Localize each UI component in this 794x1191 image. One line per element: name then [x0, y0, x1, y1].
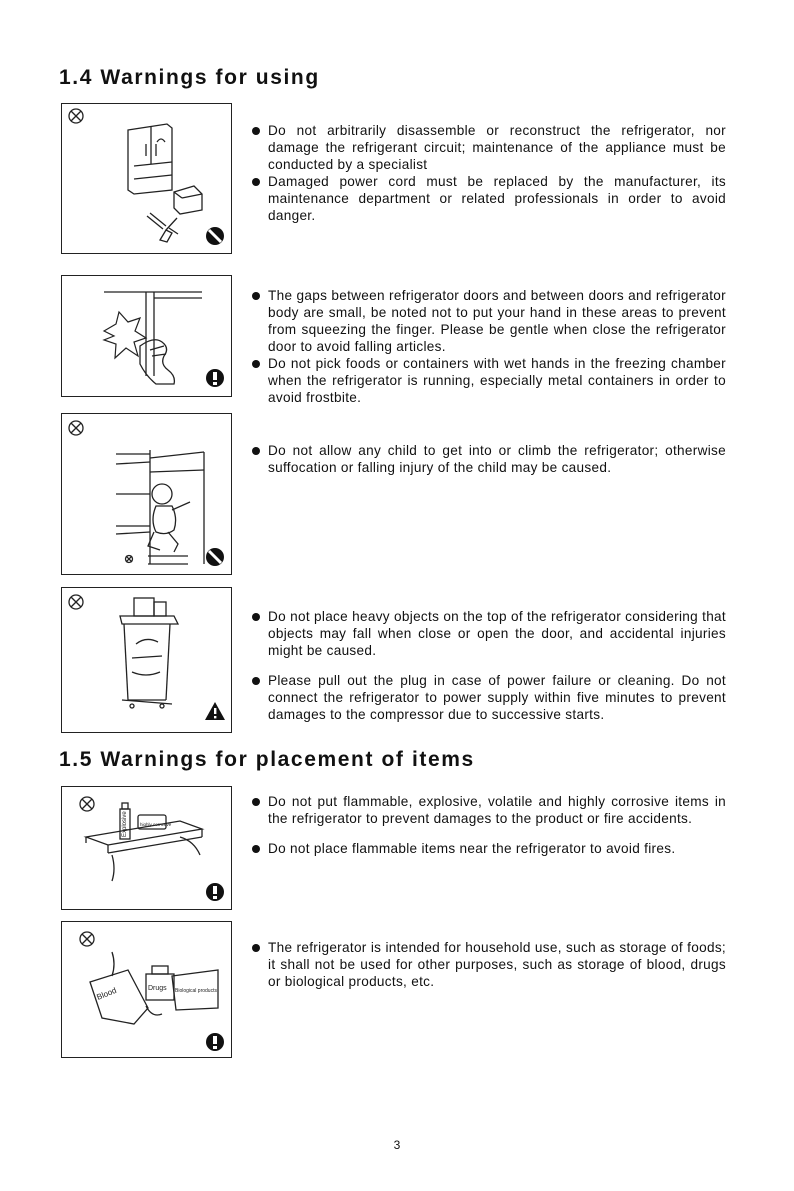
warning-list-6: [250, 939, 726, 990]
illustration-child-climbing: [61, 413, 232, 575]
mandatory-icon: [206, 369, 224, 387]
warning-list-5: [250, 793, 726, 857]
svg-text:Biological products: Biological products: [175, 988, 217, 994]
list-item: Do not pick foods or containers with wet hands in the freezing chamber when the refrigerator is running, especially metal containers in order to avoid frostbite.: [250, 355, 726, 406]
section-heading-1-4: 1.4 Warnings for using: [59, 66, 320, 89]
list-item: The refrigerator is intended for household use, such as storage of foods; it shall not be used for other purposes, such as storage of blood, drugs or biological products, etc.: [250, 939, 726, 990]
warning-list-3: [250, 442, 726, 476]
illustration-disassembly: [61, 103, 232, 254]
door-gap-drawing: [104, 292, 202, 384]
warning-list-4: [250, 608, 726, 723]
child-in-fridge-drawing: [116, 450, 204, 564]
svg-text:Blood: Blood: [95, 985, 118, 1002]
svg-text:Drugs: Drugs: [148, 985, 167, 992]
illustration-household-use: [61, 921, 232, 1058]
list-item: The gaps between refrigerator doors and between doors and refrigerator body are small, be noted not to put your hand in these areas to prevent from squeezing the finger. Please be gentle when close the refrigerator door to avoid falling articles.: [250, 287, 726, 355]
crossed-circle-icon: [69, 109, 83, 123]
warning-triangle-icon: [205, 702, 225, 720]
list-item: Do not place heavy objects on the top of the refrigerator considering that objects may fall when close or open the door, and accidental injuries might be caused.: [250, 608, 726, 659]
list-item: Please pull out the plug in case of power failure or cleaning. Do not connect the refrigerator to power supply within five minutes to prevent damages to the compressor due to successive starts.: [250, 672, 726, 723]
prohibition-icon: [206, 548, 224, 566]
warning-list-1: [250, 122, 726, 224]
illustration-door-gap: [61, 275, 232, 397]
crossed-circle-icon: [69, 595, 83, 609]
illustration-flammable-items: [61, 786, 232, 910]
disassembled-fridge-drawing: [128, 124, 202, 242]
prohibition-icon: [206, 227, 224, 245]
warning-list-2: [250, 287, 726, 406]
section-heading-1-5: 1.5 Warnings for placement of items: [59, 748, 475, 771]
list-item: Damaged power cord must be replaced by the manufacturer, its maintenance department or related professionals in order to avoid danger.: [250, 173, 726, 224]
list-item: Do not allow any child to get into or climb the refrigerator; otherwise suffocation or falling injury of the child may be caused.: [250, 442, 726, 476]
mandatory-icon: [206, 883, 224, 901]
svg-text:highly corrosive: highly corrosive: [140, 822, 172, 827]
list-item: Do not arbitrarily disassemble or reconstruct the refrigerator, nor damage the refrigerant circuit; maintenance of the appliance must be conducted by a specialist: [250, 122, 726, 173]
illustration-heavy-objects: [61, 587, 232, 733]
crossed-circle-icon: [80, 932, 94, 946]
list-item: Do not put flammable, explosive, volatile and highly corrosive items in the refrigerator to prevent damages to the product or fire accidents.: [250, 793, 726, 827]
blood-drugs-biological-drawing: [90, 952, 218, 1024]
fridge-heavy-objects-drawing: [120, 598, 178, 708]
crossed-circle-icon: [126, 556, 133, 563]
list-item: Do not place flammable items near the refrigerator to avoid fires.: [250, 840, 726, 857]
crossed-circle-icon: [69, 421, 83, 435]
page-number: 3: [393, 1138, 401, 1152]
crossed-circle-icon: [80, 797, 94, 811]
svg-text:Explosive: Explosive: [122, 811, 128, 837]
mandatory-icon: [206, 1033, 224, 1051]
shelf-with-bottles-drawing: [86, 803, 202, 881]
